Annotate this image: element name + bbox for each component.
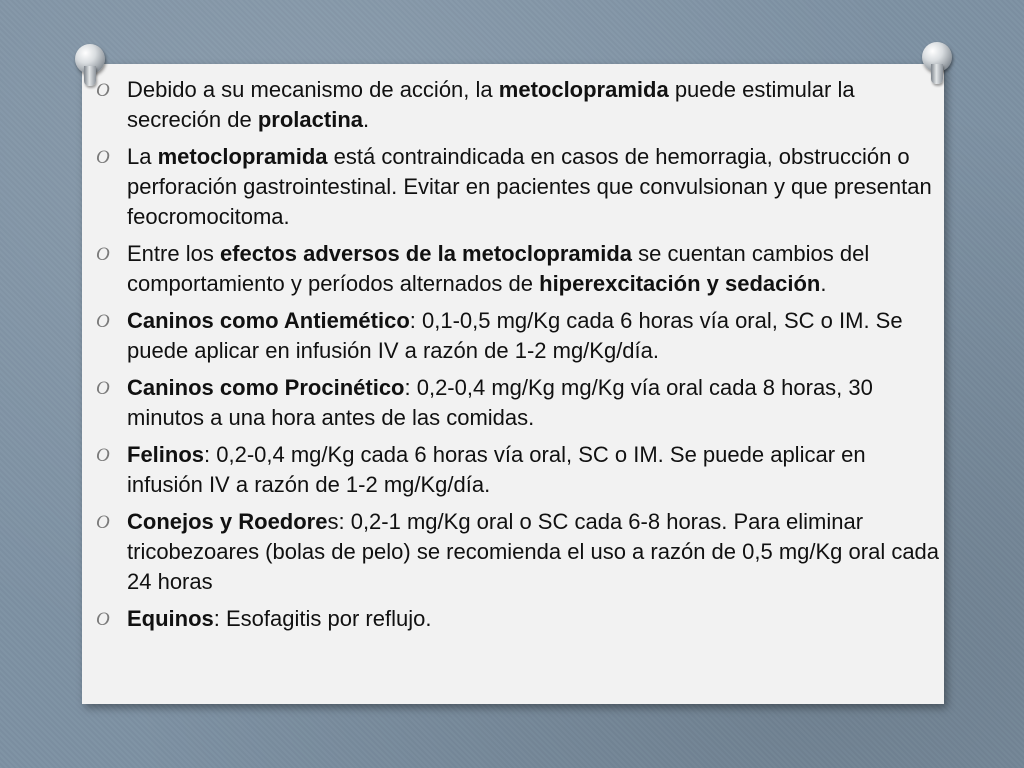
bullet-text: La [127,144,158,169]
bullet-text-bold: Caninos como Antiemético [127,308,410,333]
bullet-text: está contraindicada en casos de hemorragia, obstrucción o perforación gastrointestinal. Evitar en pacientes que convulsionan y que presentan feocromocitoma. [127,144,932,229]
bullet-text: s: 0,2-1 mg/Kg oral o SC cada 6-8 horas. Para eliminar tricobezoares (bolas de pelo) se recomienda el uso a razón de 0,5 mg/Kg oral cada 24 horas [127,509,940,594]
bullet-item [96,373,946,433]
bullet-item [96,306,946,366]
bullet-item [96,75,946,135]
bullet-text: Debido a su mecanismo de acción, la [127,77,499,102]
bullet-text-bold: Equinos [127,606,214,631]
bullet-text-bold: Conejos y Roedore [127,509,328,534]
pushpin-stem [84,66,96,86]
bullet-text: . [820,271,827,296]
bullet-text-bold: hiperexcitación y sedación [539,271,821,296]
bullet-text-bold: metoclopramida [498,77,669,102]
bullet-marker-icon: O [96,147,110,168]
bullet-text-bold: Caninos como Procinético [127,375,405,400]
bullet-marker-icon: O [96,378,110,399]
bullet-text: : 0,2-0,4 mg/Kg cada 6 horas vía oral, SC o IM. Se puede aplicar en infusión IV a razón de 1-2 mg/Kg/día. [127,442,866,497]
bullet-text-bold: Felinos [127,442,205,467]
bullet-item [96,440,946,500]
bullet-text-bold: metoclopramida [157,144,328,169]
bullet-marker-icon: O [96,244,110,265]
bullet-text: . [363,107,370,132]
bullet-text-bold: efectos adversos de la metoclopramida [219,241,632,266]
bullet-text: Entre los [127,241,220,266]
bullet-text: se cuentan cambios del comportamiento y períodos alternados de [127,241,870,296]
bullet-marker-icon: O [96,609,110,630]
bullet-text: puede estimular la secreción de [127,77,855,132]
bullet-item [96,142,946,232]
bullet-item [96,239,946,299]
bullet-text: : 0,1-0,5 mg/Kg cada 6 horas vía oral, SC o IM. Se puede aplicar en infusión IV a razón de 1-2 mg/Kg/día. [127,308,903,363]
bullet-text: : Esofagitis por reflujo. [213,606,432,631]
bullet-text: : 0,2-0,4 mg/Kg mg/Kg vía oral cada 8 horas, 30 minutos a una hora antes de las comidas. [127,375,873,430]
bullet-marker-icon: O [96,445,110,466]
bullet-list [96,75,946,641]
bullet-item [96,604,946,634]
bullet-item [96,507,946,597]
bullet-text-bold: prolactina [257,107,363,132]
bullet-marker-icon: O [96,80,110,101]
bullet-marker-icon: O [96,311,110,332]
bullet-marker-icon: O [96,512,110,533]
